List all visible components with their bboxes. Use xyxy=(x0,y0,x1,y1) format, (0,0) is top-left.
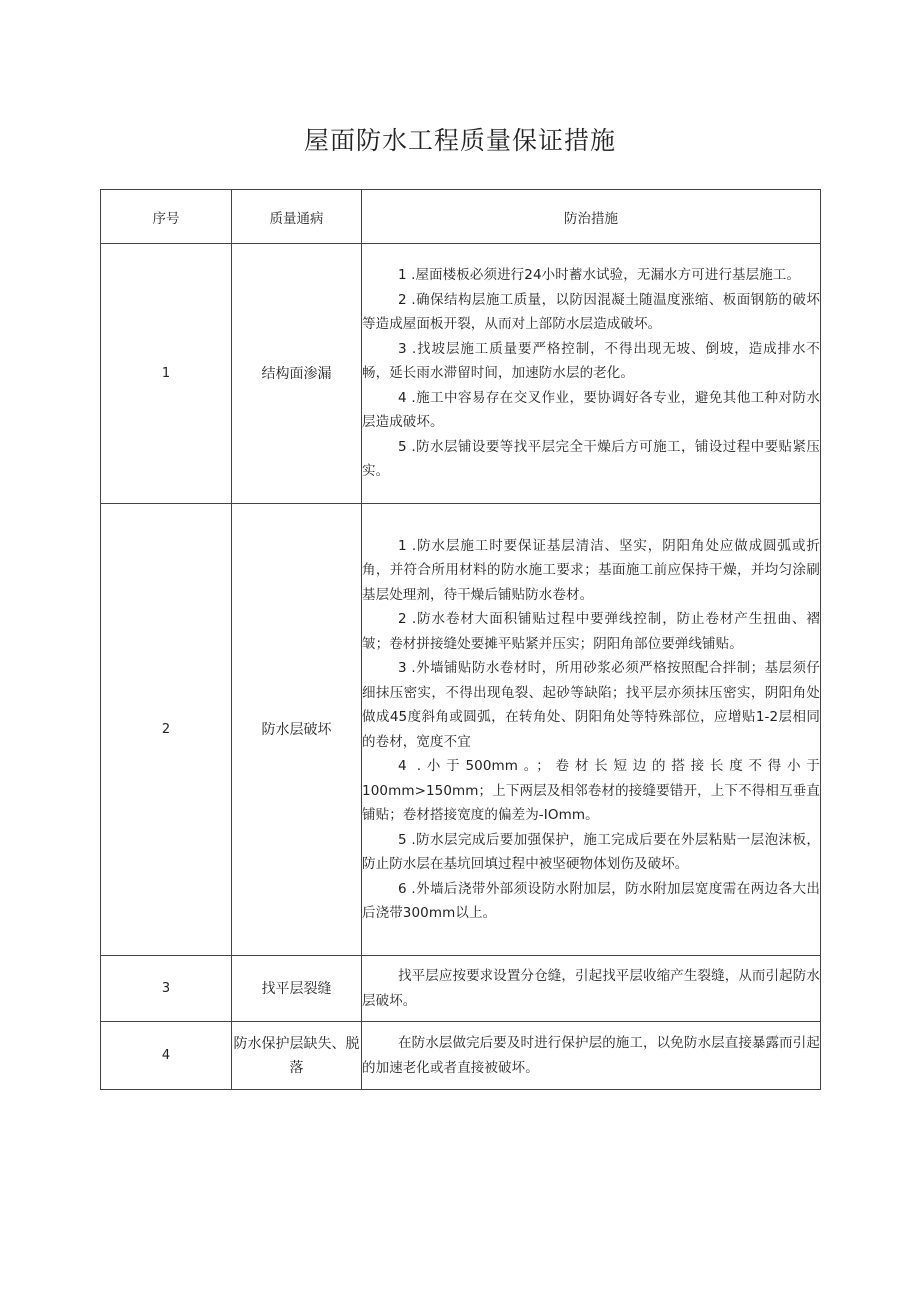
table-row xyxy=(101,244,821,504)
header-defect: 质量通病 xyxy=(232,190,362,244)
row-index: 3 xyxy=(101,956,232,1022)
row-defect: 防水保护层缺失、脱落 xyxy=(232,1022,362,1090)
row-defect: 结构面渗漏 xyxy=(232,244,362,504)
table-row xyxy=(101,956,821,1022)
row-defect: 找平层裂缝 xyxy=(232,956,362,1022)
measure-item: 1 .屋面楼板必须进行24小时蓄水试验，无漏水方可进行基层施工。 xyxy=(398,267,801,284)
header-remedy: 防治措施 xyxy=(362,190,821,244)
row-index: 4 xyxy=(101,1022,232,1090)
measure-item: 3 .找坡层施工质量要严格控制，不得出现无坡、倒坡，造成排水不畅，延长雨水滞留时间，加速防水层的老化。 xyxy=(362,340,820,382)
table-row xyxy=(101,1022,821,1090)
quality-measures-table xyxy=(100,189,821,1090)
measure-item: 找平层应按要求设置分仓缝，引起找平层收缩产生裂缝，从而引起防水层破坏。 xyxy=(362,968,820,1009)
measure-item: 5 .防水层铺设要等找平层完全干燥后方可施工，铺设过程中要贴紧压实。 xyxy=(362,438,820,480)
measure-item: 在防水层做完后要及时进行保护层的施工，以免防水层直接暴露而引起的加速老化或者直接被破坏。 xyxy=(362,1035,820,1076)
measure-item: 1 .防水层施工时要保证基层清洁、坚实，阴阳角处应做成圆弧或折角，并符合所用材料的防水施工要求；基面施工前应保持干燥，并均匀涂刷基层处理剂，待干燥后铺贴防水卷材。 xyxy=(362,537,820,603)
row-remedy xyxy=(362,504,821,956)
measure-item: 6 .外墙后浇带外部须设防水附加层，防水附加层宽度需在两边各大出后浇带300mm以上。 xyxy=(362,880,820,921)
row-remedy xyxy=(362,1022,821,1090)
measure-item: 3 .外墙铺贴防水卷材时，所用砂浆必须严格按照配合拌制；基层须仔细抹压密实，不得出现龟裂、起砂等缺陷；找平层亦须抹压密实，阴阳角处做成45度斜角或圆弧，在转角处、阴阳角处等特殊部位，应增贴1-2层相同的卷材，宽度不宜 xyxy=(362,660,820,750)
row-defect: 防水层破坏 xyxy=(232,504,362,956)
page-title: 屋面防水工程质量保证措施 xyxy=(303,126,616,155)
header-index: 序号 xyxy=(101,190,232,244)
row-index: 1 xyxy=(101,244,232,504)
measure-item: 2 .防水卷材大面积铺贴过程中要弹线控制，防止卷材产生扭曲、褶皱；卷材拼接缝处要摊平贴紧并压实；阴阳角部位要弹线铺贴。 xyxy=(362,611,820,652)
table-row xyxy=(101,504,821,956)
measure-item: 2 .确保结构层施工质量，以防因混凝土随温度涨缩、板面钢筋的破坏等造成屋面板开裂，从而对上部防水层造成破坏。 xyxy=(362,291,820,333)
row-remedy xyxy=(362,244,821,504)
measure-item: 4 .小于500mm。；卷材长短边的搭接长度不得小于100mm>150mm；上下两层及相邻卷材的接缝要错开，上下不得相互垂直铺贴；卷材搭接宽度的偏差为-IOmm。 xyxy=(362,758,820,823)
measure-item: 4 .施工中容易存在交叉作业，要协调好各专业，避免其他工种对防水层造成破坏。 xyxy=(362,389,820,431)
row-remedy xyxy=(362,956,821,1022)
table-header-row xyxy=(101,190,821,244)
measure-item: 5 .防水层完成后要加强保护，施工完成后要在外层粘贴一层泡沫板，防止防水层在基坑回填过程中被坚硬物体划伤及破坏。 xyxy=(362,831,820,872)
row-index: 2 xyxy=(101,504,232,956)
